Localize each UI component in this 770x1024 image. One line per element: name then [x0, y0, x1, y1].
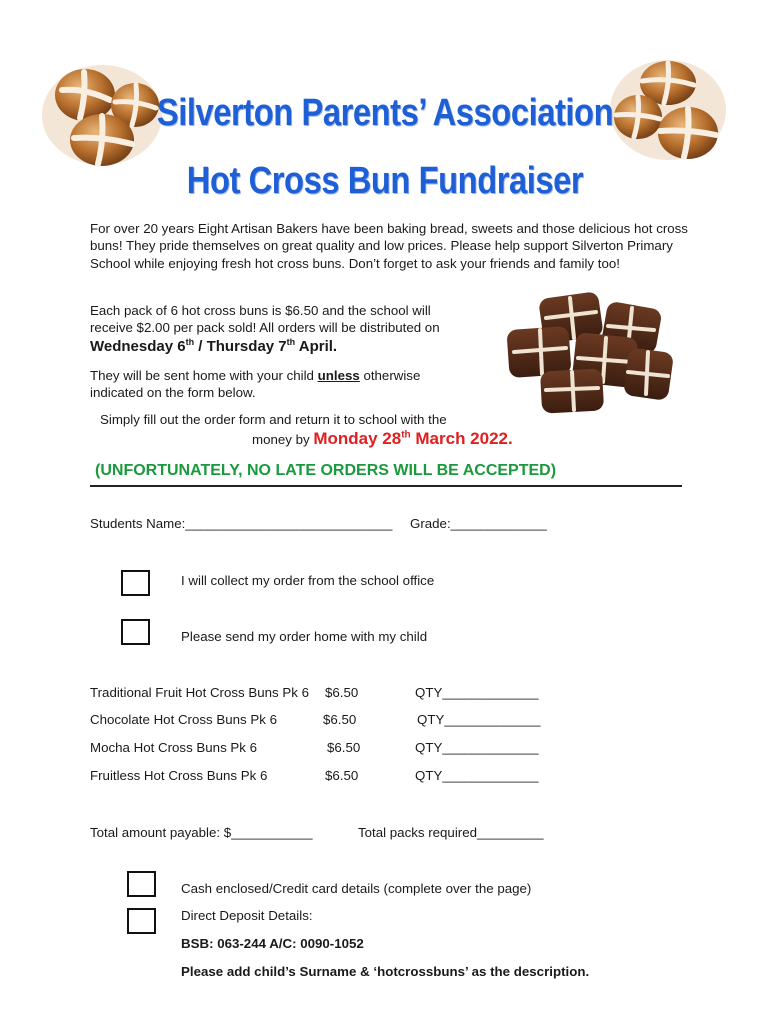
product-name: Mocha Hot Cross Buns Pk 6 [90, 740, 258, 755]
student-name-field[interactable]: Students Name:____________________________ [90, 516, 393, 531]
product-price: $6.50 [325, 685, 359, 700]
product-price: $6.50 [323, 712, 357, 727]
product-qty-field[interactable]: QTY_____________ [415, 768, 539, 783]
distribution-dates [90, 338, 337, 355]
cash-checkbox[interactable] [127, 871, 156, 897]
deposit-instruction: Please add child’s Surname & ‘hotcrossbuns’ as the description. [181, 964, 590, 979]
sent-home-pre: They will be sent home with your child [90, 368, 318, 383]
grade-field[interactable]: Grade:_____________ [410, 516, 547, 531]
bank-details: BSB: 063-244 A/C: 0090-1052 [181, 936, 364, 951]
return-deadline [252, 429, 513, 449]
intro-paragraph: For over 20 years Eight Artisan Bakers have been baking bread, sweets and those delicious hot cross buns! They pride themselves on great quality and low prices. Please help support Silverton Primary School while enjoying fresh hot cross buns. Don’t forget to ask your friends and family too! [90, 221, 688, 271]
distribution-sup1: th [185, 337, 195, 347]
product-name: Fruitless Hot Cross Buns Pk 6 [90, 768, 268, 783]
total-packs-field[interactable]: Total packs required_________ [358, 825, 544, 840]
no-late-orders-notice: (UNFORTUNATELY, NO LATE ORDERS WILL BE ACCEPTED) [95, 462, 557, 479]
page-title-line1: Silverton Parents’ Association [156, 92, 614, 134]
product-qty-field[interactable]: QTY_____________ [417, 712, 541, 727]
total-amount-field[interactable]: Total amount payable: $___________ [90, 825, 313, 840]
distribution-day1: Wednesday 6 [90, 338, 186, 355]
collect-checkbox[interactable] [121, 570, 150, 596]
deadline-sup: th [401, 429, 411, 441]
direct-deposit-checkbox[interactable] [127, 908, 156, 934]
distribution-sup2: th [286, 337, 296, 347]
product-price: $6.50 [325, 768, 359, 783]
return-instruction-line1: Simply fill out the order form and return it to school with the [100, 412, 447, 427]
cash-option-label: Cash enclosed/Credit card details (complete over the page) [181, 881, 532, 896]
collect-option-label: I will collect my order from the school office [181, 573, 435, 588]
pack-info-text: Each pack of 6 hot cross buns is $6.50 and the school will receive $2.00 per pack sold! All orders will be distributed on [90, 303, 440, 336]
send-home-option-label: Please send my order home with my child [181, 629, 428, 644]
return-instruction-line2: money by [252, 432, 314, 447]
sent-home-text [90, 367, 460, 402]
deadline-rest: March 2022. [410, 429, 513, 448]
sent-home-post: otherwise indicated on the form below. [90, 368, 421, 401]
divider [90, 485, 682, 487]
product-qty-field[interactable]: QTY_____________ [415, 740, 539, 755]
product-qty-field[interactable]: QTY_____________ [415, 685, 539, 700]
distribution-sep: / Thursday 7 [194, 338, 287, 355]
send-home-checkbox[interactable] [121, 619, 150, 645]
product-price: $6.50 [327, 740, 361, 755]
product-name: Traditional Fruit Hot Cross Buns Pk 6 [90, 685, 309, 700]
direct-deposit-label: Direct Deposit Details: [181, 908, 313, 923]
sent-home-emphasis: unless [317, 368, 360, 383]
page-title-line2: Hot Cross Bun Fundraiser [186, 160, 584, 202]
deadline-day: Monday 28 [313, 429, 402, 448]
product-name: Chocolate Hot Cross Buns Pk 6 [90, 712, 277, 727]
distribution-end: April. [295, 338, 338, 355]
chocolate-hot-cross-buns-icon [486, 290, 676, 415]
